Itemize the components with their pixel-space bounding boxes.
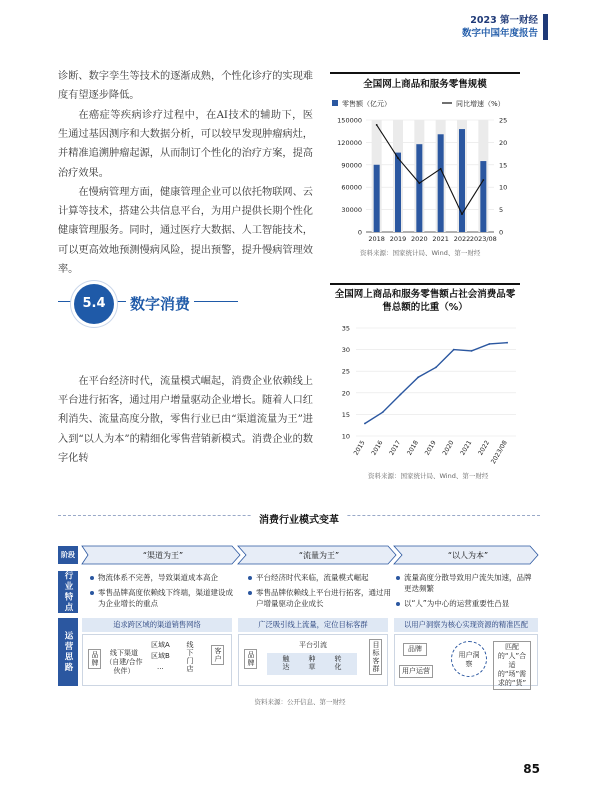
consumer-model-diagram (58, 509, 540, 691)
paragraph-3: 在慢病管理方面，健康管理企业可以依托物联网、云计算等技术，搭建公共信息平台，为用户提供长期个性化健康管理服务。同时，通过医疗大数据、人工智能技术，可以更高效地预测慢病风险，提出预警，提升慢病管理效率。 (58, 187, 313, 275)
chart2-xtick: 2015 (352, 439, 367, 457)
chart1-top-rule (330, 72, 520, 74)
chart2-share-point (382, 411, 384, 413)
ops3-insight: 用户洞察 (458, 651, 480, 668)
ops3-brand: 品牌 (403, 643, 427, 656)
paragraph-4: 在平台经济时代，流量模式崛起，消费企业依赖线上平台进行拓客，通过用户增量驱动企业增长。随着人口红利消失、流量高度分散，零售行业已由“渠道流量为王”进入到“以人为本”的精细化零售营销新模式。消费企业的数字化转 (58, 376, 313, 464)
ops1-dots: ... (157, 663, 164, 671)
section-number: 5.4 (74, 284, 114, 324)
chart1-ytick-right: 10 (499, 183, 508, 192)
chart2-share-point (488, 343, 490, 345)
chart1-bar (416, 144, 422, 232)
chart1-title: 全国网上商品和服务零售规模 (363, 79, 487, 90)
header-accent-bar (543, 14, 548, 40)
chart2-share-point (471, 350, 473, 352)
chart1-xtick: 2018 (368, 235, 385, 243)
chart1-ytick-left: 30000 (341, 206, 362, 215)
chart-online-share (330, 283, 520, 483)
chart1-ytick-right: 20 (499, 138, 508, 147)
chart1-growth-point (482, 179, 484, 181)
ops-head-3: 以用户洞察为核心实现资源的精准匹配 (394, 618, 538, 632)
chart-online-retail (330, 72, 520, 257)
chart2-share-point (364, 423, 366, 425)
chart1-xtick: 2020 (411, 235, 428, 243)
chart1-ytick-right: 5 (499, 206, 504, 215)
chart1-xtick: 2019 (389, 235, 407, 243)
chart1-legend-bar-swatch (332, 100, 338, 106)
ops2-target: 目标客群 (369, 639, 382, 675)
diagram-title-text: 消费行业模式变革 (251, 515, 347, 526)
ops-cell-1 (82, 634, 232, 686)
chart2-title-line1: 全国网上商品和服务零售额占社会消费品零 (334, 289, 516, 300)
ops2-step-convert: 转化 (334, 655, 342, 671)
chart1-growth-point (397, 157, 399, 159)
ops2-step-reach: 触达 (282, 655, 290, 671)
header-line2: 数字中国年度报告 (461, 28, 538, 39)
chart2-share-line (365, 343, 507, 424)
diagram-source: 资料来源：公开信息、第一财经 (254, 698, 346, 706)
chart1-ytick-left: 60000 (341, 183, 362, 192)
chart1-svg (330, 72, 520, 257)
ops1-brand: 品牌 (88, 649, 101, 669)
features-col-1 (90, 572, 236, 613)
chart1-ytick-left: 0 (357, 228, 362, 237)
features-col-3 (396, 572, 536, 613)
chart1-xtick: 2021 (432, 235, 449, 243)
chart1-legend-line: 同比增速（%） (456, 100, 505, 108)
feature-1-2: 零售品牌高度依赖线下终端，渠道建设成为企业增长的重点 (90, 587, 236, 609)
chart1-ytick-right: 0 (499, 228, 504, 237)
chart2-title-line2: 售总额的比重（%） (382, 302, 468, 313)
chart2-ytick: 10 (341, 432, 350, 441)
stage-3: “以人为本” (447, 550, 489, 560)
ops-head-1: 追求跨区域的渠道销售网络 (82, 618, 232, 632)
chart2-source: 资料来源：国家统计局、Wind、第一财经 (368, 472, 489, 480)
chart1-growth-point (440, 168, 442, 170)
report-header (462, 14, 538, 40)
ops2-platform: 平台引流 (299, 641, 327, 649)
section-heading (58, 283, 258, 327)
section-title: 数字消费 (126, 293, 194, 314)
chart2-ytick: 25 (341, 367, 350, 376)
chart2-xtick: 2020 (441, 439, 456, 457)
chart2-share-point (453, 349, 455, 351)
side-label-ops (58, 618, 78, 686)
ops2-brand: 品牌 (244, 649, 257, 669)
side-label-stage-text: 阶段 (61, 551, 75, 559)
chart1-growth-point (376, 124, 378, 126)
feature-2-1: 平台经济时代来临，流量模式崛起 (248, 572, 394, 583)
chart2-xtick: 2018 (406, 439, 420, 457)
chart1-growth-line (377, 125, 484, 214)
ops1-area-b: 区域B (151, 652, 170, 660)
page-number: 85 (523, 762, 540, 776)
chart2-ytick: 20 (341, 389, 350, 398)
feature-2-2: 零售品牌依赖线上平台进行拓客，通过用户增量驱动企业成长 (248, 587, 394, 609)
feature-3-1: 流量高度分散导致用户流失加速，品牌更迭频繁 (396, 572, 536, 594)
chart1-ytick-right: 25 (499, 116, 508, 125)
ops1-lower-channel: 线下渠道（自建/合作伙伴） (105, 649, 143, 675)
ops1-customer: 客户 (211, 645, 224, 665)
chart1-xtick: 2023/08 (469, 235, 497, 243)
chart2-xtick: 2019 (423, 439, 438, 457)
chart1-growth-point (418, 182, 420, 184)
chart1-bar (480, 161, 486, 232)
paragraph-1: 诊断、数字孪生等技术的逐渐成熟，个性化诊疗的实现难度有望逐步降低。 (58, 71, 313, 102)
chart2-share-point (417, 376, 419, 378)
chart2-share-point (435, 366, 437, 368)
chart1-bar (438, 134, 444, 232)
chart1-bar (459, 129, 465, 232)
ops3-match: 匹配的“人”合适的“场”需求的“货” (493, 641, 531, 690)
ops3-user-ops: 用户运营 (399, 665, 433, 678)
chart1-ytick-left: 150000 (337, 116, 362, 125)
chart2-xtick: 2023/08 (489, 439, 509, 466)
chart1-ytick-left: 120000 (337, 138, 362, 147)
feature-1-1: 物流体系不完善，导致渠道成本高企 (90, 572, 236, 583)
stage-1: “渠道为王” (142, 550, 184, 560)
chart1-source: 资料来源：国家统计局、Wind、第一财经 (360, 249, 481, 257)
ops1-area-a: 区域A (151, 641, 170, 649)
ops-cell-3 (394, 634, 538, 686)
chart1-ytick-right: 15 (499, 161, 508, 170)
ops-cell-2 (238, 634, 388, 686)
chart1-bar (374, 165, 380, 232)
feature-3-2: 以“人”为中心的运营重要性凸显 (396, 598, 536, 609)
chart1-ytick-left: 90000 (341, 161, 362, 170)
chart1-growth-point (461, 213, 463, 215)
chart1-legend-bar: 零售额（亿元） (342, 100, 391, 108)
features-col-2 (248, 572, 394, 613)
ops1-store: 线下门店 (186, 641, 194, 673)
chart2-xtick: 2021 (459, 439, 474, 457)
chart2-top-rule (330, 283, 520, 285)
chart2-share-point (400, 394, 402, 396)
side-label-feature (58, 571, 78, 613)
chart1-bar (395, 153, 401, 232)
side-label-feature-text: 行业特点 (63, 571, 73, 613)
paragraph-2: 在癌症等疾病诊疗过程中，在AI技术的辅助下，医生通过基因测序和大数据分析，可以较早发现肿瘤病灶，并精准追溯肿瘤起源，从而制订个性化的治疗方案，提高治疗效果。 (58, 110, 313, 179)
header-line1: 2023 第一财经 (470, 15, 538, 26)
chart2-xtick: 2022 (477, 439, 492, 457)
chart2-ytick: 15 (341, 410, 350, 419)
ops2-step-seed: 种草 (308, 655, 316, 671)
chart2-ytick: 35 (341, 324, 350, 333)
diagram-title (58, 511, 540, 526)
chart2-xtick: 2017 (388, 439, 403, 457)
chart1-xtick: 2022 (453, 235, 471, 243)
stage-2: “流量为王” (298, 550, 340, 560)
side-label-ops-text: 运营思路 (63, 631, 73, 673)
chart2-xtick: 2016 (370, 439, 385, 457)
chart2-svg (330, 283, 520, 483)
ops-head-2: 广泛吸引线上流量，定位目标客群 (238, 618, 388, 632)
chart2-share-point (506, 342, 508, 344)
chart2-ytick: 30 (341, 346, 350, 355)
